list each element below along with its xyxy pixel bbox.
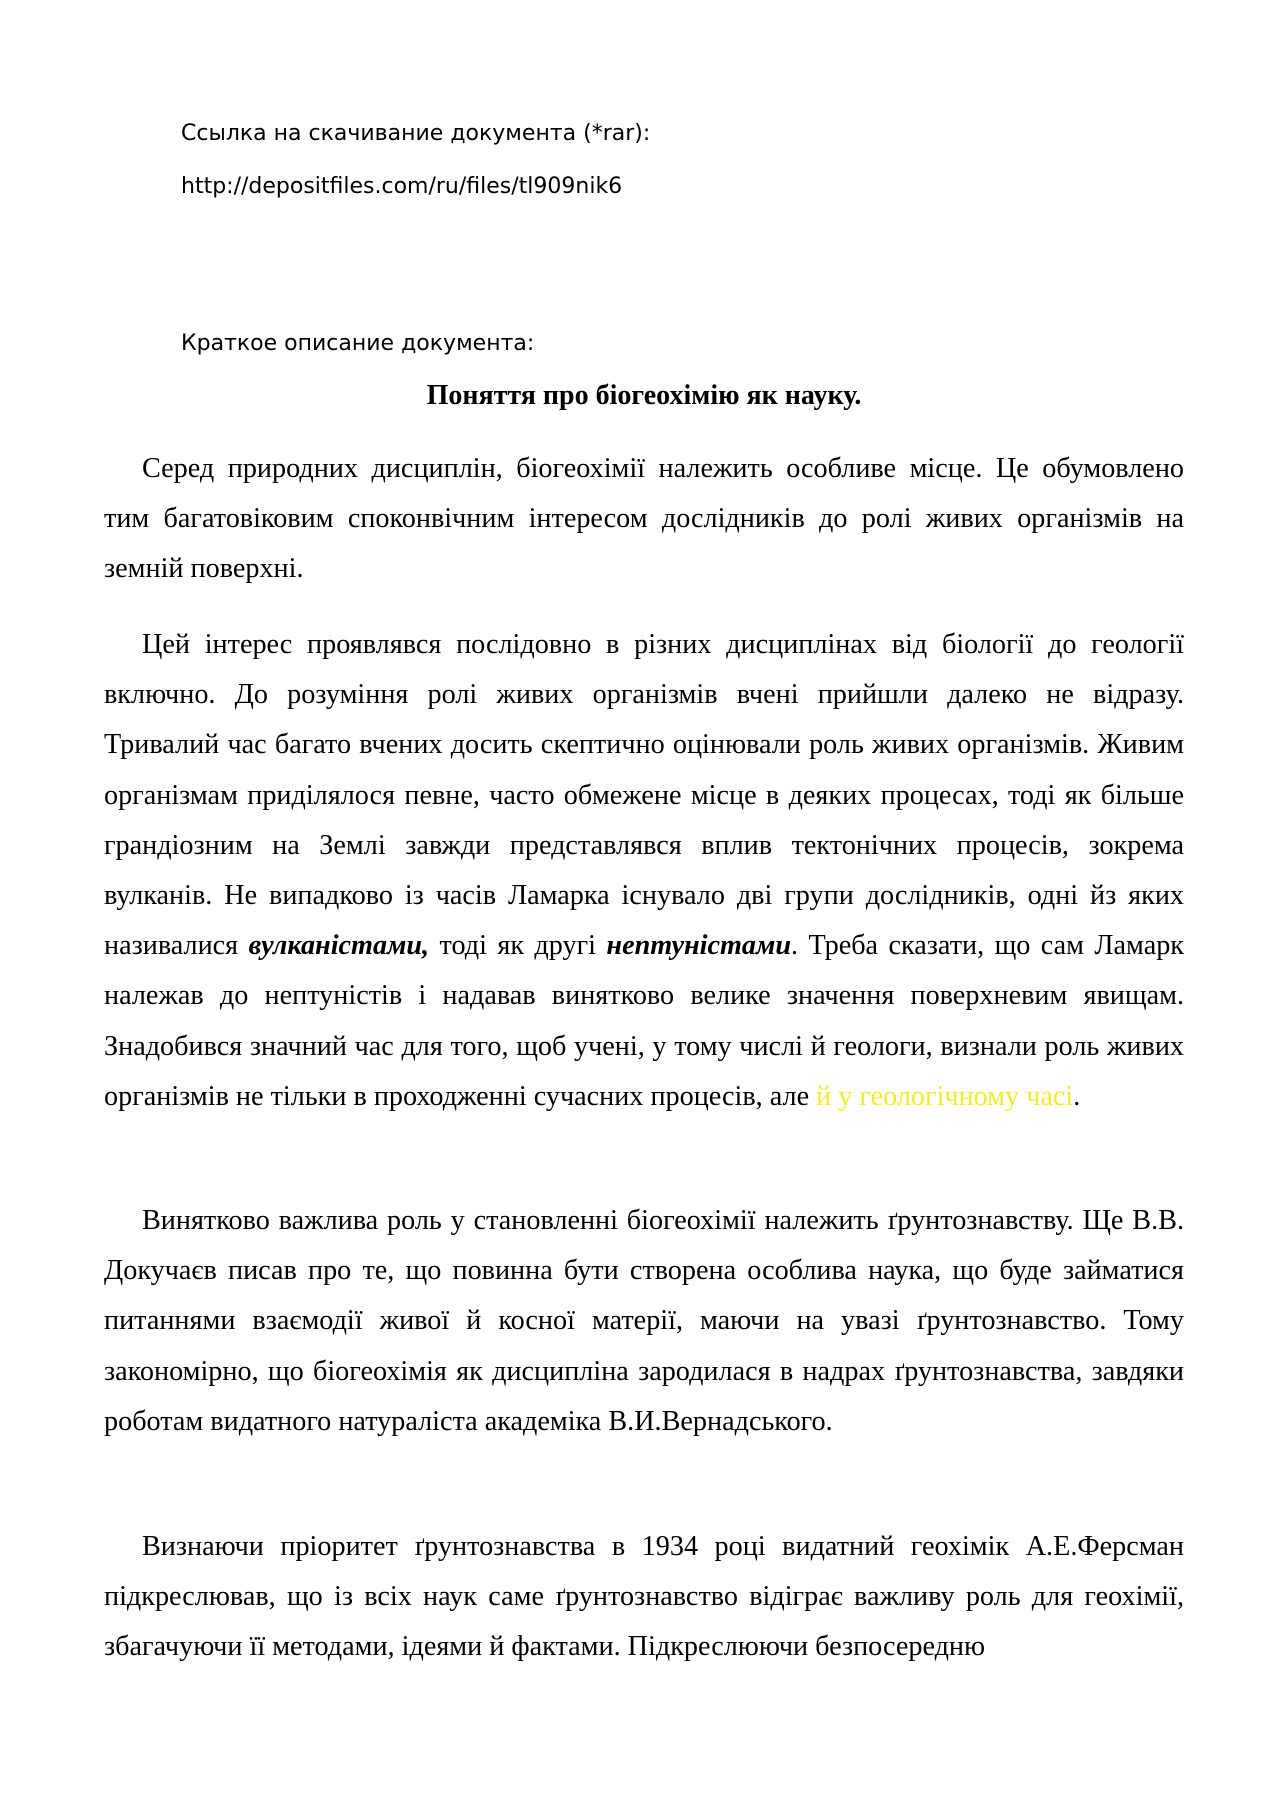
paragraph-3: Винятково важлива роль у становленні біогеохімії належить ґрунтознавству. Ще В.В. Докучаєв писав про те, що повинна бути створена особлива наука, що буде займатися питаннями взаємодії живої й косної матерії, маючи на увазі ґрунтознавство. Тому закономірно, що біогеохімія як дисципліна зародилася в надрах ґрунтознавства, завдяки роботам видатного натураліста академіка В.И.Вернадського. bbox=[104, 1205, 1184, 1437]
paragraph-1: Серед природних дисциплін, біогеохімії належить особливе місце. Це обумовлено тим багатовіковим споконвічним інтересом дослідників до ролі живих організмів на земній поверхні. bbox=[104, 453, 1184, 585]
term-volcanists: вулканістами, bbox=[248, 930, 430, 962]
paragraph-2-text-b: тоді як другі bbox=[429, 930, 607, 962]
description-label: Краткое описание документа: bbox=[181, 331, 535, 356]
document-title: Поняття про біогеохімію як науку. bbox=[426, 380, 862, 411]
paragraph-2 bbox=[104, 620, 1184, 1122]
download-label: Ссылка на скачивание документа (*rar): bbox=[181, 121, 651, 146]
paragraph-2-text-a: Цей інтерес проявлявся послідовно в різних дисциплінах від біології до геології включно. До розуміння ролі живих організмів вчені прийшли далеко не відразу. Тривалий час багато вчених досить скептично оцінювали роль живих організмів. Живим організмам приділялося певне, часто обмежене місце в деяких процесах, тоді як більше грандіозним на Землі завжди представлявся вплив тектонічних процесів, зокрема вулканів. Не випадково із часів Ламарка існувало дві групи дослідників, одні йз яких називалися bbox=[104, 629, 1184, 962]
paragraph-2-text-c: . Треба сказати, що сам Ламарк належав до нептуністів і надавав винятково велике значення поверхневим явищам. Знадобився значний час для того, щоб учені, у тому числі й геологи, визнали роль живих організмів не тільки в проходженні сучасних процесів, але bbox=[104, 930, 1184, 1112]
download-link[interactable]: http://depositfiles.com/ru/files/tl909nik6 bbox=[181, 174, 623, 199]
paragraph-4: Визнаючи пріоритет ґрунтознавства в 1934 році видатний геохімік А.Е.Ферсман підкреслював, що із всіх наук саме ґрунтознавство відіграє важливу роль для геохімії, збагачуючи її методами, ідеями й фактами. Підкреслюючи безпосередню bbox=[104, 1531, 1184, 1663]
highlighted-phrase: й у геологічному часі bbox=[816, 1080, 1074, 1112]
term-neptunists: нептуністами bbox=[606, 930, 791, 962]
paragraph-2-text-d: . bbox=[1073, 1080, 1081, 1112]
